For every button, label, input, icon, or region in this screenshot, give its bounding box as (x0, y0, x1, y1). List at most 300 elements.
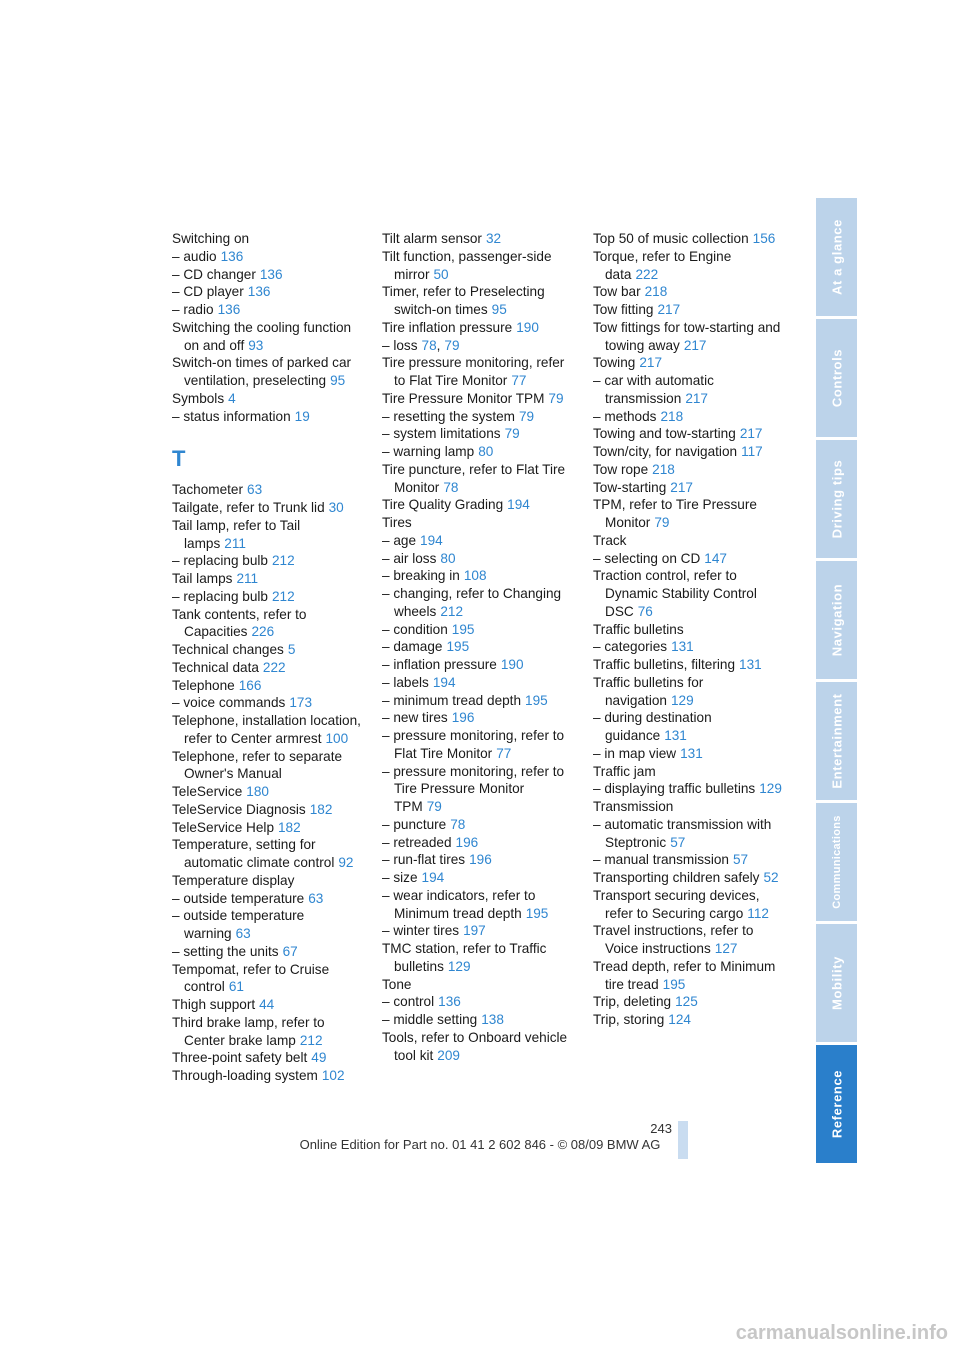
entry-text: – setting the units (172, 943, 279, 959)
tab-communications[interactable] (816, 803, 857, 921)
entry-text: Tail lamp, refer to Tail lamps (172, 517, 301, 551)
entry-text: – changing, refer to Changing wheels (382, 586, 562, 619)
index-entry (382, 319, 574, 337)
page-reference-link[interactable]: 211 (224, 535, 246, 551)
index-column-2 (382, 230, 574, 1064)
page-reference-link[interactable]: 212 (299, 1032, 323, 1048)
index-entry (172, 301, 362, 319)
entry-text: Tread depth, refer to Minimum tire tread (593, 958, 776, 992)
index-entry (172, 266, 362, 284)
index-entry (172, 283, 362, 301)
entry-text: Technical data (172, 659, 259, 675)
index-entry (593, 816, 785, 852)
entry-text: – manual transmission (593, 852, 729, 868)
watermark: carmanualsonline.info (735, 1322, 948, 1344)
page-reference-link[interactable]: 217 (657, 302, 681, 317)
index-entry (593, 887, 785, 923)
index-entry (593, 496, 785, 532)
index-entry (172, 552, 362, 570)
index-entry (382, 621, 574, 639)
index-entry (172, 641, 362, 659)
index-entry (593, 408, 785, 426)
page-reference-link[interactable]: 138 (481, 1012, 504, 1027)
index-entry (172, 890, 362, 908)
index-entry (172, 943, 362, 961)
entry-text: Tire Quality Grading (382, 497, 504, 513)
entry-text: Trip, storing (593, 1012, 665, 1027)
page-reference-link[interactable]: 217 (670, 479, 693, 495)
index-entry (382, 940, 574, 976)
page-reference-link[interactable]: 79 (444, 337, 460, 353)
index-column-1 (172, 230, 362, 1085)
page-reference-link[interactable]: 102 (321, 1068, 345, 1083)
page-reference-link[interactable]: 195 (446, 639, 470, 655)
index-entry (172, 801, 362, 819)
index-entry (172, 517, 362, 553)
page-reference-link[interactable]: 44 (259, 997, 275, 1012)
entry-text: Town/city, for navigation (593, 444, 738, 459)
footer-text: Online Edition for Part no. 01 41 2 602 846 - © 08/09 BMW AG (299, 1137, 661, 1152)
entry-text: Tires (382, 515, 412, 530)
entry-text: – categories (593, 639, 668, 655)
index-entry (382, 532, 574, 550)
page-reference-link[interactable]: 222 (262, 659, 286, 675)
entry-text: – displaying traffic bulletins (593, 781, 756, 797)
page-reference-link[interactable]: 195 (525, 692, 548, 708)
entry-text: Switching on (172, 231, 250, 246)
entry-text: – system limitations (382, 426, 501, 442)
page-reference-link[interactable]: 218 (652, 461, 675, 477)
entry-text: Tilt alarm sensor (382, 231, 482, 246)
page-reference-link[interactable]: 63 (247, 482, 263, 498)
index-entry (382, 1011, 574, 1029)
page-reference-link[interactable]: 95 (491, 302, 507, 317)
index-entry (382, 763, 574, 816)
page-reference-link[interactable]: 112 (747, 905, 769, 921)
index-entry (382, 514, 574, 532)
page-reference-link[interactable]: 196 (455, 834, 479, 850)
tab-entertainment[interactable] (816, 682, 857, 800)
index-entry (593, 283, 785, 301)
tab-label: Driving tips (829, 459, 844, 539)
page-reference-link[interactable]: 212 (271, 553, 295, 569)
entry-text: – breaking in (382, 568, 460, 584)
entry-text: Tow bar (593, 284, 641, 300)
index-entry (172, 1049, 362, 1067)
index-entry (593, 461, 785, 479)
index-entry (382, 656, 574, 674)
page-reference-link[interactable]: 78 (421, 337, 437, 353)
page-reference-link[interactable]: 79 (426, 799, 442, 814)
index-entry (382, 976, 574, 994)
entry-text: Transporting children safely (593, 870, 760, 885)
page-reference-link[interactable]: 108 (463, 568, 487, 584)
index-entry (593, 479, 785, 497)
index-entry (172, 677, 362, 695)
entry-text: – pressure monitoring, refer to Flat Tire Monitor (382, 728, 565, 761)
page-reference-link[interactable]: 129 (670, 692, 694, 708)
page-reference-link[interactable]: 218 (660, 408, 684, 424)
entry-text: – wear indicators, refer to Minimum tread depth (382, 887, 536, 921)
entry-text: – CD changer (172, 266, 256, 282)
page-reference-link[interactable]: 78 (443, 479, 459, 495)
index-entry (172, 1014, 362, 1050)
section-letter: T (172, 446, 186, 472)
entry-text: Telephone, refer to separate Owner's Manual (172, 748, 343, 782)
page-reference-link[interactable]: 136 (220, 248, 244, 264)
index-entry (172, 961, 362, 997)
page-reference-link[interactable]: 127 (714, 941, 738, 956)
index-entry (172, 712, 362, 748)
tab-label: Mobility (829, 956, 844, 1010)
page-reference-link[interactable]: 217 (683, 337, 707, 353)
index-entry (382, 869, 574, 887)
index-entry (172, 996, 362, 1014)
page-separator: , (436, 337, 441, 353)
page-reference-link[interactable]: 131 (664, 728, 687, 743)
page-reference-link[interactable]: 124 (668, 1012, 691, 1027)
page-reference-link[interactable]: 147 (704, 550, 727, 566)
entry-text: – labels (382, 674, 429, 690)
index-entry (172, 1067, 362, 1085)
index-entry (382, 443, 574, 461)
entry-text: – run-flat tires (382, 852, 466, 868)
index-entry (593, 372, 785, 408)
entry-text: Switch-on times of parked car ventilation, preselecting (172, 355, 352, 388)
tab-label: Entertainment (829, 693, 844, 789)
page-reference-link[interactable]: 217 (639, 355, 663, 371)
page-reference-link[interactable]: 49 (311, 1050, 327, 1066)
index-entry (172, 230, 362, 248)
entry-text: – middle setting (382, 1012, 478, 1027)
tab-controls[interactable] (816, 319, 857, 437)
entry-text: Transmission (593, 799, 674, 814)
index-entry (172, 836, 362, 872)
entry-text: Tire Pressure Monitor TPM (382, 390, 545, 406)
index-entry (382, 887, 574, 923)
index-entry (593, 248, 785, 284)
index-entry (382, 816, 574, 834)
entry-text: Traffic bulletins (593, 621, 684, 637)
page-reference-link[interactable]: 5 (287, 642, 296, 657)
tab-mobility[interactable] (816, 924, 857, 1042)
entry-text: Technical changes (172, 642, 284, 657)
index-entry (382, 354, 574, 390)
page-reference-link[interactable]: 211 (236, 571, 259, 586)
index-entry (382, 727, 574, 763)
entry-text: – inflation pressure (382, 657, 497, 672)
entry-text: Third brake lamp, refer to Center brake lamp (172, 1014, 325, 1048)
page-reference-link[interactable]: 131 (739, 657, 762, 672)
entry-text: – status information (172, 408, 291, 424)
tab-navigation[interactable] (816, 561, 857, 679)
index-entry (382, 248, 574, 284)
index-entry (382, 283, 574, 319)
index-entry (593, 763, 785, 781)
index-entry (172, 354, 362, 390)
index-entry (382, 390, 574, 408)
page-reference-link[interactable]: 166 (238, 677, 262, 693)
entry-text: Through-loading system (172, 1068, 318, 1083)
page-reference-link[interactable]: 190 (516, 319, 539, 335)
page-reference-link[interactable]: 209 (437, 1047, 460, 1063)
page-number: 243 (650, 1121, 672, 1136)
entry-text: – minimum tread depth (382, 692, 522, 708)
page-reference-link[interactable]: 92 (338, 855, 354, 870)
index-entry (172, 408, 362, 426)
index-entry (172, 570, 362, 588)
page-reference-link[interactable]: 226 (251, 624, 275, 640)
page-reference-link[interactable]: 136 (217, 302, 241, 317)
index-entry (593, 1011, 785, 1029)
page-reference-link[interactable]: 194 (507, 497, 530, 513)
index-entry (593, 922, 785, 958)
page-reference-link[interactable]: 50 (433, 266, 449, 282)
page-reference-link[interactable]: 100 (325, 730, 349, 746)
entry-text: Tank contents, refer to Capacities (172, 606, 307, 640)
entry-text: Tow fittings for tow-starting and towing away (593, 319, 781, 353)
tab-label: At a glance (829, 219, 844, 295)
page-reference-link[interactable]: 125 (675, 994, 698, 1010)
index-entry (382, 638, 574, 656)
page-reference-link[interactable]: 61 (228, 979, 244, 995)
page-reference-link[interactable]: 131 (671, 639, 694, 655)
page-reference-link[interactable]: 32 (485, 231, 502, 246)
entry-text: – loss (382, 337, 418, 353)
entry-text: – selecting on CD (593, 550, 701, 566)
page-reference-link[interactable]: 180 (246, 784, 269, 799)
page-reference-link[interactable]: 190 (500, 657, 524, 672)
index-entry (172, 748, 362, 784)
page-reference-link[interactable]: 194 (420, 532, 443, 548)
page-reference-link[interactable]: 76 (637, 603, 653, 619)
page-reference-link[interactable]: 129 (759, 781, 782, 797)
entry-text: Telephone, installation location, refer to Center armrest (172, 713, 361, 746)
page-reference-link[interactable]: 194 (421, 870, 445, 885)
index-entry (382, 692, 574, 710)
page-reference-link[interactable]: 57 (733, 852, 749, 868)
index-entry (382, 230, 574, 248)
page-reference-link[interactable]: 78 (450, 816, 466, 832)
index-entry (382, 567, 574, 585)
page-reference-link[interactable]: 77 (511, 373, 527, 388)
page-reference-link[interactable]: 173 (289, 695, 313, 711)
entry-text: Tire pressure monitoring, refer to Flat Tire Monitor (382, 355, 565, 388)
index-entry (593, 993, 785, 1011)
page-reference-link[interactable]: 212 (440, 603, 464, 619)
entry-text: – size (382, 870, 418, 885)
index-entry (593, 674, 785, 710)
entry-text: – puncture (382, 816, 447, 832)
entry-text: Timer, refer to Preselecting switch-on times (382, 284, 545, 317)
page-reference-link[interactable]: 80 (440, 550, 456, 566)
entry-text: Trip, deleting (593, 994, 672, 1010)
tab-at-a-glance[interactable] (816, 198, 857, 316)
entry-text: Tempomat, refer to Cruise control (172, 961, 330, 995)
entry-text: Tone (382, 976, 412, 992)
entry-text: – car with automatic transmission (593, 373, 714, 406)
page-reference-link[interactable]: 217 (739, 426, 763, 442)
index-entry (593, 745, 785, 763)
entry-text: Travel instructions, refer to Voice instructions (593, 923, 754, 956)
index-entry (593, 567, 785, 620)
page-reference-link[interactable]: 117 (741, 444, 763, 459)
index-entry (593, 230, 785, 248)
entry-text: Tire inflation pressure (382, 319, 513, 335)
entry-text: – control (382, 994, 435, 1010)
entry-text: – new tires (382, 710, 448, 726)
page-reference-link[interactable]: 79 (654, 515, 670, 530)
entry-text: Tow rope (593, 461, 649, 477)
page-reference-link[interactable]: 212 (271, 588, 295, 604)
page-reference-link[interactable]: 80 (478, 444, 494, 459)
entry-text: – in map view (593, 745, 677, 761)
page-reference-link[interactable]: 196 (469, 852, 492, 868)
page-reference-link[interactable]: 129 (447, 958, 471, 974)
index-entry (172, 783, 362, 801)
page-reference-link[interactable]: 79 (518, 408, 535, 424)
index-entry (593, 621, 785, 639)
index-entry (593, 550, 785, 568)
page-reference-link[interactable]: 136 (438, 994, 461, 1010)
page-reference-link[interactable]: 19 (294, 408, 310, 424)
page-reference-link[interactable]: 79 (548, 390, 564, 406)
entry-text: – audio (172, 248, 217, 264)
entry-text: Top 50 of music collection (593, 231, 749, 246)
entry-text: – damage (382, 639, 443, 655)
page-reference-link[interactable]: 156 (752, 231, 776, 246)
tab-driving-tips[interactable] (816, 440, 857, 558)
entry-text: – outside temperature (172, 890, 305, 906)
entry-text: – retreaded (382, 834, 452, 850)
index-entry (593, 869, 785, 887)
page-reference-link[interactable]: 195 (662, 976, 686, 992)
page-reference-link[interactable]: 194 (432, 674, 456, 690)
tab-label: Reference (829, 1069, 844, 1139)
entry-text: – replacing bulb (172, 588, 268, 604)
index-entry (593, 958, 785, 994)
entry-text: Towing and tow-starting (593, 426, 736, 442)
entry-text: – CD player (172, 284, 244, 300)
entry-text: – air loss (382, 550, 437, 566)
page-reference-link[interactable]: 222 (635, 266, 659, 282)
page-reference-link[interactable]: 4 (228, 390, 236, 406)
index-entry (172, 872, 362, 890)
entry-text: Tachometer (172, 482, 244, 498)
entry-text: – age (382, 532, 417, 548)
entry-text: Tilt function, passenger-side mirror (382, 248, 552, 282)
page-reference-link[interactable]: 196 (451, 710, 475, 726)
page-reference-link[interactable]: 195 (525, 905, 549, 921)
entry-text: – during destination guidance (593, 710, 712, 743)
entry-text: – outside temperature warning (172, 908, 305, 941)
entry-text: – methods (593, 408, 657, 424)
index-entry (593, 354, 785, 372)
entry-text: – replacing bulb (172, 553, 268, 569)
index-entry (382, 461, 574, 497)
entry-text: Towing (593, 355, 636, 371)
entry-text: – condition (382, 621, 448, 637)
entry-text: – radio (172, 302, 214, 317)
index-entry (172, 390, 362, 408)
index-entry (593, 319, 785, 355)
page-reference-link[interactable]: 195 (451, 621, 475, 637)
index-entry (382, 993, 574, 1011)
index-entry (593, 301, 785, 319)
index-entry (382, 550, 574, 568)
index-entry (382, 585, 574, 621)
index-entry (382, 1029, 574, 1065)
index-entry (382, 408, 574, 426)
index-entry (593, 532, 785, 550)
entry-text: Tire puncture, refer to Flat Tire Monitor (382, 461, 566, 495)
entry-text: Tow fitting (593, 302, 654, 317)
page-reference-link[interactable]: 95 (330, 373, 346, 388)
index-entry (382, 851, 574, 869)
page-reference-link[interactable]: 131 (680, 745, 703, 761)
page-reference-link[interactable]: 63 (308, 890, 324, 906)
entry-text: Temperature, setting for automatic climate control (172, 837, 335, 870)
page-reference-link[interactable]: 79 (504, 426, 520, 442)
entry-text: Tailgate, refer to Trunk lid (172, 500, 325, 515)
entry-text: Thigh support (172, 997, 256, 1012)
index-entry (172, 319, 362, 355)
page-reference-link[interactable]: 218 (644, 284, 668, 300)
page-reference-link[interactable]: 217 (685, 390, 708, 406)
entry-text: TPM, refer to Tire Pressure Monitor (593, 497, 757, 530)
entry-text: Traffic bulletins, filtering (593, 657, 736, 672)
page-reference-link[interactable]: 136 (247, 284, 271, 300)
index-entry (382, 496, 574, 514)
entry-text: – resetting the system (382, 408, 515, 424)
entry-text: TeleService Diagnosis (172, 801, 306, 817)
page-reference-link[interactable]: 182 (278, 819, 301, 835)
page-reference-link[interactable]: 197 (463, 923, 486, 939)
index-column-3 (593, 230, 785, 1029)
index-entry (593, 425, 785, 443)
entry-text: Temperature display (172, 872, 295, 888)
entry-text: TeleService (172, 784, 243, 799)
index-entry (382, 834, 574, 852)
page-reference-link[interactable]: 30 (328, 500, 344, 515)
page-reference-link[interactable]: 77 (496, 745, 512, 761)
index-entry (172, 248, 362, 266)
entry-text: Traffic bulletins for navigation (593, 674, 704, 708)
tab-label: Controls (829, 348, 844, 408)
entry-text: – voice commands (172, 695, 286, 711)
entry-text: – pressure monitoring, refer to Tire Pressure Monitor TPM (382, 763, 565, 814)
section-tabs (816, 198, 857, 1166)
tab-label: Communications (830, 815, 843, 909)
page-reference-link[interactable]: 182 (309, 801, 333, 817)
page-reference-link[interactable]: 52 (763, 870, 779, 885)
entry-text: Symbols (172, 390, 225, 406)
index-entry (172, 659, 362, 677)
index-entry (382, 922, 574, 940)
index-entry (593, 798, 785, 816)
page-reference-link[interactable]: 57 (670, 834, 686, 850)
page-reference-link[interactable]: 93 (248, 337, 264, 353)
index-entry (593, 443, 785, 461)
entry-text: Tools, refer to Onboard vehicle tool kit (382, 1029, 568, 1063)
page-reference-link[interactable]: 67 (282, 943, 298, 959)
page-reference-link[interactable]: 136 (259, 266, 283, 282)
index-entry (172, 819, 362, 837)
page-reference-link[interactable]: 63 (235, 926, 251, 941)
index-entry (172, 606, 362, 642)
index-entry (172, 481, 362, 499)
entry-text: Three-point safety belt (172, 1050, 308, 1066)
